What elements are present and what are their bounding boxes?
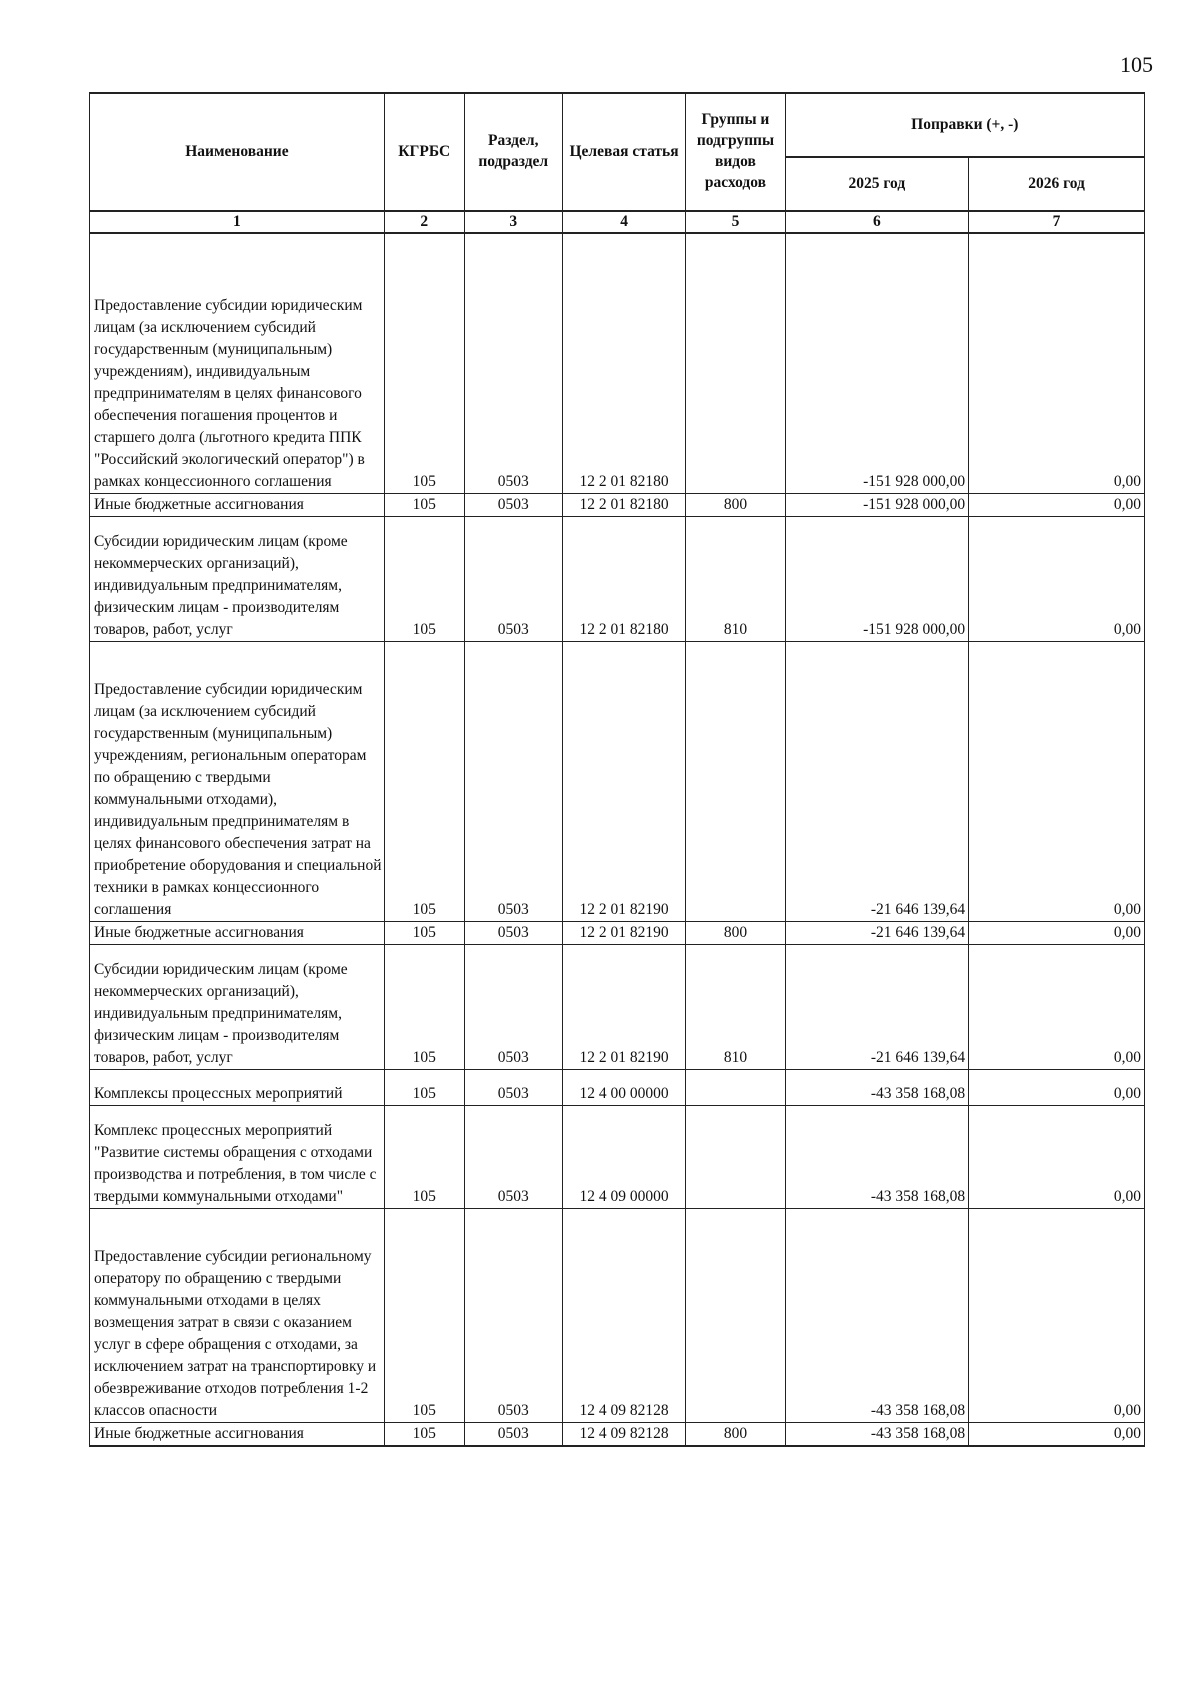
row-amount-2026: 0,00 bbox=[969, 494, 1145, 517]
row-section: 0503 bbox=[464, 295, 562, 494]
row-kgrbs: 105 bbox=[384, 1423, 464, 1447]
row-amount-2025: -43 358 168,08 bbox=[785, 1246, 968, 1423]
row-name: Комплексы процессных мероприятий bbox=[90, 1083, 385, 1106]
table-row bbox=[90, 922, 1145, 945]
table-row bbox=[90, 679, 1145, 922]
table-spacer bbox=[90, 1069, 1145, 1083]
row-group bbox=[686, 1083, 785, 1106]
row-section: 0503 bbox=[464, 531, 562, 642]
row-target: 12 4 00 00000 bbox=[562, 1083, 685, 1106]
row-name: Комплекс процессных мероприятий "Развитие системы обращения с отходами производства и потребления, в том числе с твердыми коммунальными отходами" bbox=[90, 1120, 385, 1209]
row-target: 12 4 09 82128 bbox=[562, 1246, 685, 1423]
row-amount-2026: 0,00 bbox=[969, 1083, 1145, 1106]
row-section: 0503 bbox=[464, 494, 562, 517]
row-amount-2026: 0,00 bbox=[969, 922, 1145, 945]
header-name: Наименование bbox=[90, 93, 385, 211]
column-number: 1 bbox=[90, 211, 385, 233]
table-spacer bbox=[90, 945, 1145, 959]
row-name: Предоставление субсидии региональному оператору по обращению с твердыми коммунальными отходами в целях возмещения затрат в связи с оказанием услуг в сфере обращения с отходами, за исключением затрат на транспортировку и обезвреживание отходов потребления 1-2 классов опасности bbox=[90, 1246, 385, 1423]
row-section: 0503 bbox=[464, 1423, 562, 1447]
row-name: Предоставление субсидии юридическим лицам (за исключением субсидий государственным (муниципальным) учреждениям), индивидуальным предпринимателям в целях финансового обеспечения погашения процентов и старшего долга (льготного кредита ППК "Российский экологический оператор") в рамках концессионного соглашения bbox=[90, 295, 385, 494]
row-group: 800 bbox=[686, 494, 785, 517]
row-amount-2026: 0,00 bbox=[969, 1246, 1145, 1423]
header-amendments: Поправки (+, -) bbox=[785, 93, 1144, 157]
row-name: Субсидии юридическим лицам (кроме некоммерческих организаций), индивидуальным предпринимателям, физическим лицам - производителям товаров, работ, услуг bbox=[90, 531, 385, 642]
row-amount-2026: 0,00 bbox=[969, 679, 1145, 922]
budget-amendments-table bbox=[89, 92, 1145, 1447]
row-group: 810 bbox=[686, 531, 785, 642]
row-section: 0503 bbox=[464, 679, 562, 922]
column-number: 6 bbox=[785, 211, 968, 233]
header-groups: Группы и подгруппы видов расходов bbox=[686, 93, 785, 211]
row-amount-2025: -43 358 168,08 bbox=[785, 1083, 968, 1106]
row-target: 12 2 01 82180 bbox=[562, 531, 685, 642]
row-target: 12 2 01 82180 bbox=[562, 494, 685, 517]
row-target: 12 4 09 82128 bbox=[562, 1423, 685, 1447]
table-row bbox=[90, 1246, 1145, 1423]
row-amount-2026: 0,00 bbox=[969, 295, 1145, 494]
row-kgrbs: 105 bbox=[384, 531, 464, 642]
column-number: 3 bbox=[464, 211, 562, 233]
row-amount-2025: -43 358 168,08 bbox=[785, 1120, 968, 1209]
column-number: 2 bbox=[384, 211, 464, 233]
row-amount-2025: -151 928 000,00 bbox=[785, 531, 968, 642]
header-year-2026: 2026 год bbox=[969, 157, 1145, 211]
row-amount-2026: 0,00 bbox=[969, 959, 1145, 1070]
table-row bbox=[90, 531, 1145, 642]
row-section: 0503 bbox=[464, 922, 562, 945]
header-year-2025: 2025 год bbox=[785, 157, 968, 211]
header-section: Раздел, подраздел bbox=[464, 93, 562, 211]
row-amount-2025: -21 646 139,64 bbox=[785, 922, 968, 945]
row-name: Субсидии юридическим лицам (кроме некоммерческих организаций), индивидуальным предпринимателям, физическим лицам - производителям товаров, работ, услуг bbox=[90, 959, 385, 1070]
row-amount-2026: 0,00 bbox=[969, 1423, 1145, 1447]
table-spacer bbox=[90, 641, 1145, 679]
table-row bbox=[90, 1083, 1145, 1106]
row-kgrbs: 105 bbox=[384, 1083, 464, 1106]
row-kgrbs: 105 bbox=[384, 494, 464, 517]
column-number: 4 bbox=[562, 211, 685, 233]
row-group bbox=[686, 1120, 785, 1209]
table-row bbox=[90, 1120, 1145, 1209]
row-group: 800 bbox=[686, 922, 785, 945]
row-kgrbs: 105 bbox=[384, 922, 464, 945]
row-amount-2025: -43 358 168,08 bbox=[785, 1423, 968, 1447]
row-section: 0503 bbox=[464, 959, 562, 1070]
row-name: Иные бюджетные ассигнования bbox=[90, 1423, 385, 1447]
header-target: Целевая статья bbox=[562, 93, 685, 211]
row-target: 12 2 01 82190 bbox=[562, 922, 685, 945]
row-group: 810 bbox=[686, 959, 785, 1070]
row-target: 12 4 09 00000 bbox=[562, 1120, 685, 1209]
table-row bbox=[90, 1423, 1145, 1447]
table-row bbox=[90, 959, 1145, 1070]
header-kgrbs: КГРБС bbox=[384, 93, 464, 211]
row-amount-2025: -21 646 139,64 bbox=[785, 959, 968, 1070]
row-name: Иные бюджетные ассигнования bbox=[90, 494, 385, 517]
row-name: Предоставление субсидии юридическим лицам (за исключением субсидий государственным (муниципальным) учреждениям, региональным операторам по обращению с твердыми коммунальными отходами), индивидуальным предпринимателям в целях финансового обеспечения затрат на приобретение оборудования и специальной техники в рамках концессионного соглашения bbox=[90, 679, 385, 922]
row-kgrbs: 105 bbox=[384, 959, 464, 1070]
row-group: 800 bbox=[686, 1423, 785, 1447]
row-kgrbs: 105 bbox=[384, 1246, 464, 1423]
row-amount-2026: 0,00 bbox=[969, 531, 1145, 642]
row-kgrbs: 105 bbox=[384, 679, 464, 922]
row-target: 12 2 01 82180 bbox=[562, 295, 685, 494]
table-spacer bbox=[90, 517, 1145, 531]
row-amount-2026: 0,00 bbox=[969, 1120, 1145, 1209]
row-group bbox=[686, 295, 785, 494]
table-spacer bbox=[90, 233, 1145, 295]
row-amount-2025: -151 928 000,00 bbox=[785, 494, 968, 517]
column-number: 7 bbox=[969, 211, 1145, 233]
row-section: 0503 bbox=[464, 1083, 562, 1106]
row-amount-2025: -151 928 000,00 bbox=[785, 295, 968, 494]
row-section: 0503 bbox=[464, 1120, 562, 1209]
row-target: 12 2 01 82190 bbox=[562, 679, 685, 922]
table-spacer bbox=[90, 1106, 1145, 1120]
table-row bbox=[90, 494, 1145, 517]
page-number: 105 bbox=[1120, 52, 1153, 77]
row-section: 0503 bbox=[464, 1246, 562, 1423]
row-name: Иные бюджетные ассигнования bbox=[90, 922, 385, 945]
row-group bbox=[686, 679, 785, 922]
row-kgrbs: 105 bbox=[384, 1120, 464, 1209]
row-target: 12 2 01 82190 bbox=[562, 959, 685, 1070]
table-row bbox=[90, 295, 1145, 494]
column-number: 5 bbox=[686, 211, 785, 233]
row-amount-2025: -21 646 139,64 bbox=[785, 679, 968, 922]
row-kgrbs: 105 bbox=[384, 295, 464, 494]
row-group bbox=[686, 1246, 785, 1423]
table-spacer bbox=[90, 1208, 1145, 1246]
